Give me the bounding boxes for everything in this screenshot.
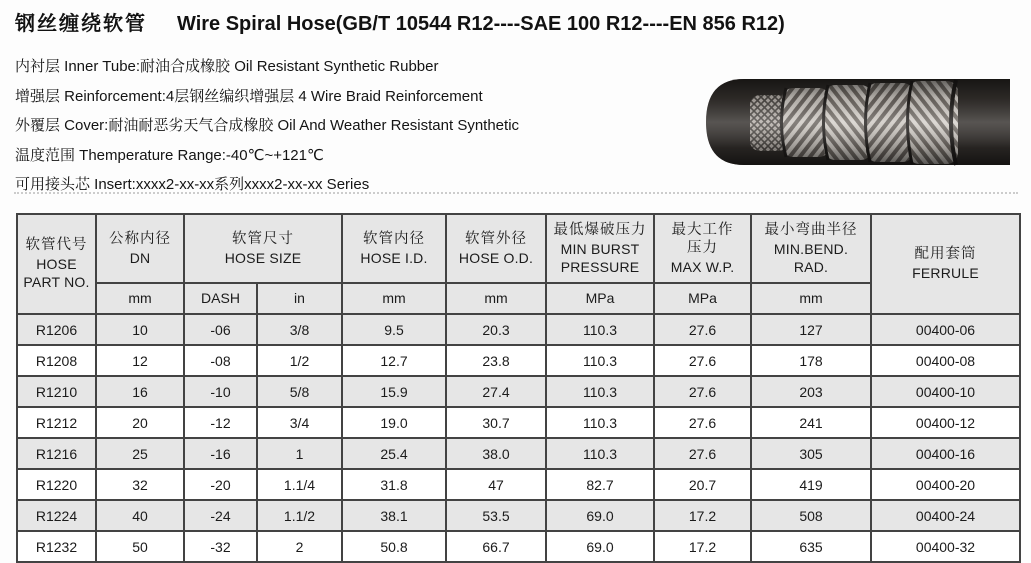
table-cell: 66.7	[446, 531, 546, 562]
unit-dn-mm: mm	[96, 283, 184, 314]
table-cell: 1.1/2	[257, 500, 342, 531]
table-cell: 27.4	[446, 376, 546, 407]
col-header-hose-size: 软管尺寸 HOSE SIZE	[184, 214, 342, 283]
table-cell: 12	[96, 345, 184, 376]
spec-line-insert: 可用接头芯 Insert:xxxx2-xx-xx系列xxxx2-xx-xx Series	[15, 176, 370, 193]
col-header-hose-part-no: 软管代号 HOSE PART NO.	[17, 214, 96, 314]
section-divider	[14, 192, 1018, 194]
page-title-english: Wire Spiral Hose(GB/T 10544 R12----SAE 100 R12----EN 856 R12)	[177, 13, 785, 35]
table-cell: -12	[184, 407, 257, 438]
spec-line-inner-tube: 内衬层 Inner Tube:耐油合成橡胶 Oil Resistant Synthetic Rubber	[15, 58, 439, 75]
table-cell: 1/2	[257, 345, 342, 376]
table-cell: 38.1	[342, 500, 446, 531]
hose-spec-table	[16, 213, 1021, 563]
spec-table-body	[17, 314, 1020, 562]
table-header	[17, 214, 1020, 314]
table-cell: -08	[184, 345, 257, 376]
spec-line-cover: 外覆层 Cover:耐油耐恶劣天气合成橡胶 Oil And Weather Resistant Synthetic	[15, 117, 520, 134]
table-cell: 20.3	[446, 314, 546, 345]
col-header-hose-od: 软管外径 HOSE O.D.	[446, 214, 546, 283]
table-cell: -32	[184, 531, 257, 562]
table-cell: 00400-12	[871, 407, 1020, 438]
table-row-R1210	[17, 376, 1020, 407]
table-cell: 32	[96, 469, 184, 500]
table-cell: 203	[751, 376, 871, 407]
unit-bend-mm: mm	[751, 283, 871, 314]
table-cell: 23.8	[446, 345, 546, 376]
table-cell: -10	[184, 376, 257, 407]
table-cell: 635	[751, 531, 871, 562]
table-row-R1208	[17, 345, 1020, 376]
table-cell: -24	[184, 500, 257, 531]
table-cell: -20	[184, 469, 257, 500]
unit-wp-mpa: MPa	[654, 283, 751, 314]
table-row-R1232	[17, 531, 1020, 562]
table-cell: 50	[96, 531, 184, 562]
table-row-R1220	[17, 469, 1020, 500]
table-cell: 178	[751, 345, 871, 376]
col-header-max-wp: 最大工作 压力 MAX W.P.	[654, 214, 751, 283]
table-cell: R1210	[17, 376, 96, 407]
col-header-ferrule: 配用套筒 FERRULE	[871, 214, 1020, 314]
table-cell: R1232	[17, 531, 96, 562]
table-cell: 1.1/4	[257, 469, 342, 500]
table-cell: 50.8	[342, 531, 446, 562]
col-header-dn: 公称内径 DN	[96, 214, 184, 283]
table-cell: R1224	[17, 500, 96, 531]
hose-photo	[698, 76, 1010, 168]
table-cell: 27.6	[654, 407, 751, 438]
table-cell: 110.3	[546, 376, 654, 407]
table-cell: 20.7	[654, 469, 751, 500]
table-cell: 127	[751, 314, 871, 345]
table-cell: 110.3	[546, 438, 654, 469]
table-cell: 47	[446, 469, 546, 500]
table-cell: 20	[96, 407, 184, 438]
table-cell: 19.0	[342, 407, 446, 438]
table-cell: R1220	[17, 469, 96, 500]
table-cell: 25.4	[342, 438, 446, 469]
subcol-in: in	[257, 283, 342, 314]
table-cell: 110.3	[546, 407, 654, 438]
table-cell: 2	[257, 531, 342, 562]
table-cell: 241	[751, 407, 871, 438]
page-title-chinese: 钢丝缠绕软管	[15, 13, 147, 35]
table-cell: 00400-16	[871, 438, 1020, 469]
table-cell: 1	[257, 438, 342, 469]
table-cell: R1216	[17, 438, 96, 469]
table-cell: 27.6	[654, 438, 751, 469]
table-row-R1216	[17, 438, 1020, 469]
table-cell: 110.3	[546, 314, 654, 345]
table-cell: 17.2	[654, 500, 751, 531]
table-row-R1206	[17, 314, 1020, 345]
hose-cutaway-illustration	[698, 76, 1010, 168]
subcol-dash: DASH	[184, 283, 257, 314]
spec-line-reinforcement: 增强层 Reinforcement:4层钢丝编织增强层 4 Wire Braid Reinforcement	[15, 87, 483, 105]
unit-od-mm: mm	[446, 283, 546, 314]
table-cell: 31.8	[342, 469, 446, 500]
col-header-hose-id: 软管内径 HOSE I.D.	[342, 214, 446, 283]
table-cell: 3/4	[257, 407, 342, 438]
table-cell: 12.7	[342, 345, 446, 376]
table-cell: 69.0	[546, 500, 654, 531]
table-cell: 82.7	[546, 469, 654, 500]
unit-id-mm: mm	[342, 283, 446, 314]
page-title	[15, 7, 785, 36]
table-cell: 30.7	[446, 407, 546, 438]
table-cell: 00400-20	[871, 469, 1020, 500]
table-cell: R1206	[17, 314, 96, 345]
table-cell: 40	[96, 500, 184, 531]
table-cell: 15.9	[342, 376, 446, 407]
table-cell: R1212	[17, 407, 96, 438]
table-cell: 00400-10	[871, 376, 1020, 407]
table-cell: 16	[96, 376, 184, 407]
spec-line-temperature-range: 温度范围 Themperature Range:-40℃~+121℃	[15, 146, 324, 164]
table-row-R1224	[17, 500, 1020, 531]
col-header-min-burst-pressure: 最低爆破压力 MIN BURST PRESSURE	[546, 214, 654, 283]
table-cell: 5/8	[257, 376, 342, 407]
table-cell: 508	[751, 500, 871, 531]
table-cell: 27.6	[654, 376, 751, 407]
table-cell: -06	[184, 314, 257, 345]
table-cell: 27.6	[654, 314, 751, 345]
unit-burst-mpa: MPa	[546, 283, 654, 314]
col-header-min-bend-rad: 最小弯曲半径 MIN.BEND. RAD.	[751, 214, 871, 283]
table-cell: 17.2	[654, 531, 751, 562]
table-cell: 00400-32	[871, 531, 1020, 562]
table-cell: 10	[96, 314, 184, 345]
table-cell: 27.6	[654, 345, 751, 376]
table-cell: -16	[184, 438, 257, 469]
table-cell: 3/8	[257, 314, 342, 345]
table-cell: 9.5	[342, 314, 446, 345]
table-cell: 419	[751, 469, 871, 500]
table-cell: 00400-08	[871, 345, 1020, 376]
table-cell: 25	[96, 438, 184, 469]
table-cell: 305	[751, 438, 871, 469]
table-cell: 110.3	[546, 345, 654, 376]
table-cell: R1208	[17, 345, 96, 376]
table-cell: 53.5	[446, 500, 546, 531]
spec-lines	[15, 52, 519, 200]
table-cell: 00400-06	[871, 314, 1020, 345]
table-cell: 38.0	[446, 438, 546, 469]
table-cell: 00400-24	[871, 500, 1020, 531]
table-row-R1212	[17, 407, 1020, 438]
table-cell: 69.0	[546, 531, 654, 562]
